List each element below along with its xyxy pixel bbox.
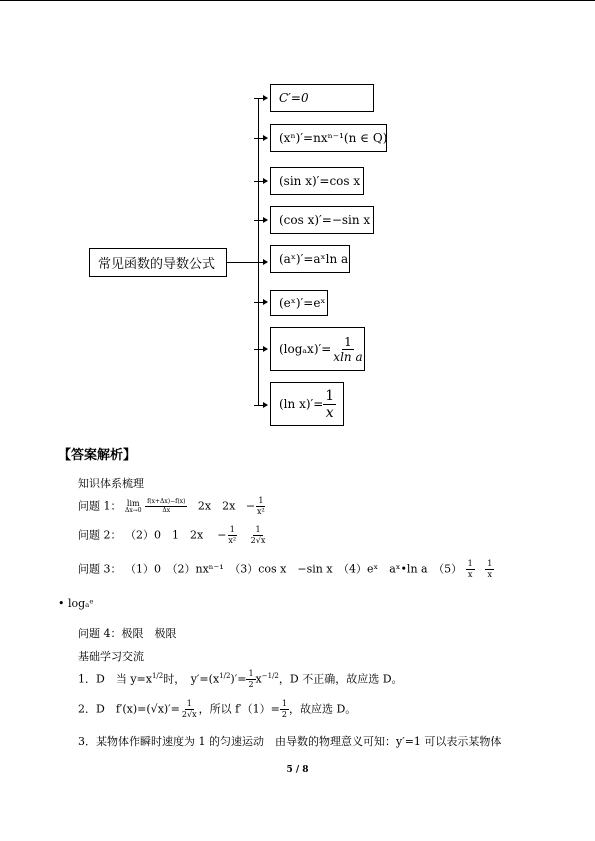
formula-text: (sin x)′=cos x	[279, 174, 361, 188]
fraction-denominator: xln a	[333, 349, 363, 364]
item-text: x	[255, 672, 262, 686]
item-text: 2．D f′(x)=(√x)′=	[78, 702, 180, 716]
question-label: 问题 1：	[78, 499, 122, 513]
formula-text: (logₐx)′=	[279, 342, 332, 356]
fraction-denominator: 2	[248, 680, 254, 689]
formula-arrow	[254, 220, 267, 221]
question-label: 问题 3：	[78, 562, 122, 576]
formula-box-log	[270, 327, 365, 371]
answer-fraction	[246, 670, 255, 689]
item-text: ，所以 f′（1）=	[198, 702, 280, 716]
question-3-continued: • logₐᵉ	[58, 597, 94, 610]
item-text: 时， y′=(x	[163, 672, 220, 686]
item-text: ，D 不正确，故应选 D。	[278, 672, 403, 686]
exponent: 1/2	[151, 671, 164, 680]
answer-fraction	[226, 526, 238, 545]
fraction-numerator: 1	[229, 525, 235, 534]
question-3	[78, 560, 494, 579]
fraction-denominator: Δx	[162, 507, 171, 514]
formula-box-exp-e	[270, 290, 328, 316]
formula-box-ln	[270, 382, 344, 426]
minus-sign: −	[245, 499, 256, 513]
formula-text: (cos x)′=−sin x	[279, 213, 371, 227]
formula-arrow	[254, 405, 267, 406]
formula-text: (ln x)′=	[279, 397, 324, 411]
answer-fraction	[180, 700, 199, 719]
fraction-denominator: 2√x	[250, 536, 266, 545]
main-topic-box	[89, 248, 227, 277]
item-text: ，故应选 D。	[288, 702, 357, 716]
connector-line	[258, 98, 259, 406]
fraction-numerator: 1	[325, 387, 335, 404]
answer-fraction	[255, 497, 267, 516]
minus-sign: −	[217, 528, 227, 542]
fraction-denominator: x	[325, 404, 334, 421]
exponent: −1/2	[261, 671, 279, 680]
main-topic-label: 常见函数的导数公式	[98, 257, 216, 272]
formula-arrow	[254, 302, 267, 303]
answer-values: （1）0 （2）nxⁿ⁻¹ （3）cos x −sin x （4）eˣ aˣ•ln a （5）	[125, 562, 463, 576]
fraction-denominator: 2√x	[181, 710, 197, 719]
formula-arrow	[254, 98, 267, 99]
question-1	[78, 497, 267, 516]
question-2	[78, 526, 267, 545]
formula-arrow	[254, 349, 267, 350]
fraction-numerator: 1	[487, 559, 493, 568]
formula-fraction	[331, 336, 364, 363]
formula-text: (xⁿ)′=nxⁿ⁻¹(n ∈ Q)	[279, 131, 388, 145]
formula-box-constant	[270, 84, 374, 112]
formula-box-power	[270, 124, 387, 152]
formula-text: (aˣ)′=aˣln a	[279, 252, 349, 266]
formula-text: (eˣ)′=eˣ	[279, 296, 326, 310]
formula-box-sin	[270, 167, 364, 195]
fraction-denominator: x²	[228, 536, 237, 545]
subheading-basic: 基础学习交流	[78, 650, 144, 663]
fraction-numerator: 1	[248, 669, 254, 678]
fraction-denominator: x	[467, 570, 473, 579]
fraction-numerator: f(x+Δx)−f(x)	[147, 498, 186, 505]
subheading-knowledge: 知识体系梳理	[78, 477, 144, 490]
main-arrow	[227, 262, 267, 263]
top-rule	[0, 0, 595, 1]
item-3: 3．某物体作瞬时速度为 1 的匀速运动 由导数的物理意义可知：y′=1 可以表示某物体	[78, 735, 502, 748]
fraction-numerator: 1	[258, 496, 264, 505]
answer-fraction	[466, 560, 475, 579]
formula-arrow	[254, 181, 267, 182]
limit-subscript: Δx→0	[125, 506, 142, 514]
question-label: 问题 2：	[78, 528, 122, 542]
fraction-numerator: 1	[186, 699, 192, 708]
fraction-numerator: 1	[255, 525, 261, 534]
answer-fraction	[280, 700, 289, 719]
formula-arrow	[254, 138, 267, 139]
limit-word: lim	[126, 498, 140, 508]
fraction-numerator: 1	[467, 559, 473, 568]
formula-box-exp-a	[270, 245, 350, 273]
answer-heading: 【答案解析】	[58, 448, 137, 463]
answer-fraction	[249, 526, 268, 545]
limit-fraction	[145, 499, 187, 514]
fraction-numerator: 1	[344, 334, 352, 349]
formula-box-cos	[270, 206, 374, 234]
answer-values: 2x 2x	[197, 499, 236, 513]
question-4: 问题 4：极限 极限	[78, 627, 177, 640]
formula-fraction	[323, 389, 336, 420]
exponent: 1/2	[219, 671, 231, 680]
item-2	[78, 700, 356, 719]
fraction-numerator: 1	[281, 699, 287, 708]
answer-values: （2）0 1 2x	[125, 528, 204, 542]
item-text: )′=	[230, 672, 247, 686]
page-number: 5 / 8	[286, 765, 309, 775]
limit-operator	[125, 500, 142, 514]
fraction-denominator: 2	[281, 710, 287, 719]
formula-text: C′=0	[279, 91, 309, 105]
item-text: 1．D 当 y=x	[78, 672, 152, 686]
item-1	[78, 670, 403, 689]
fraction-denominator: x²	[257, 507, 265, 516]
fraction-denominator: x	[487, 570, 492, 579]
answer-fraction	[485, 560, 494, 579]
